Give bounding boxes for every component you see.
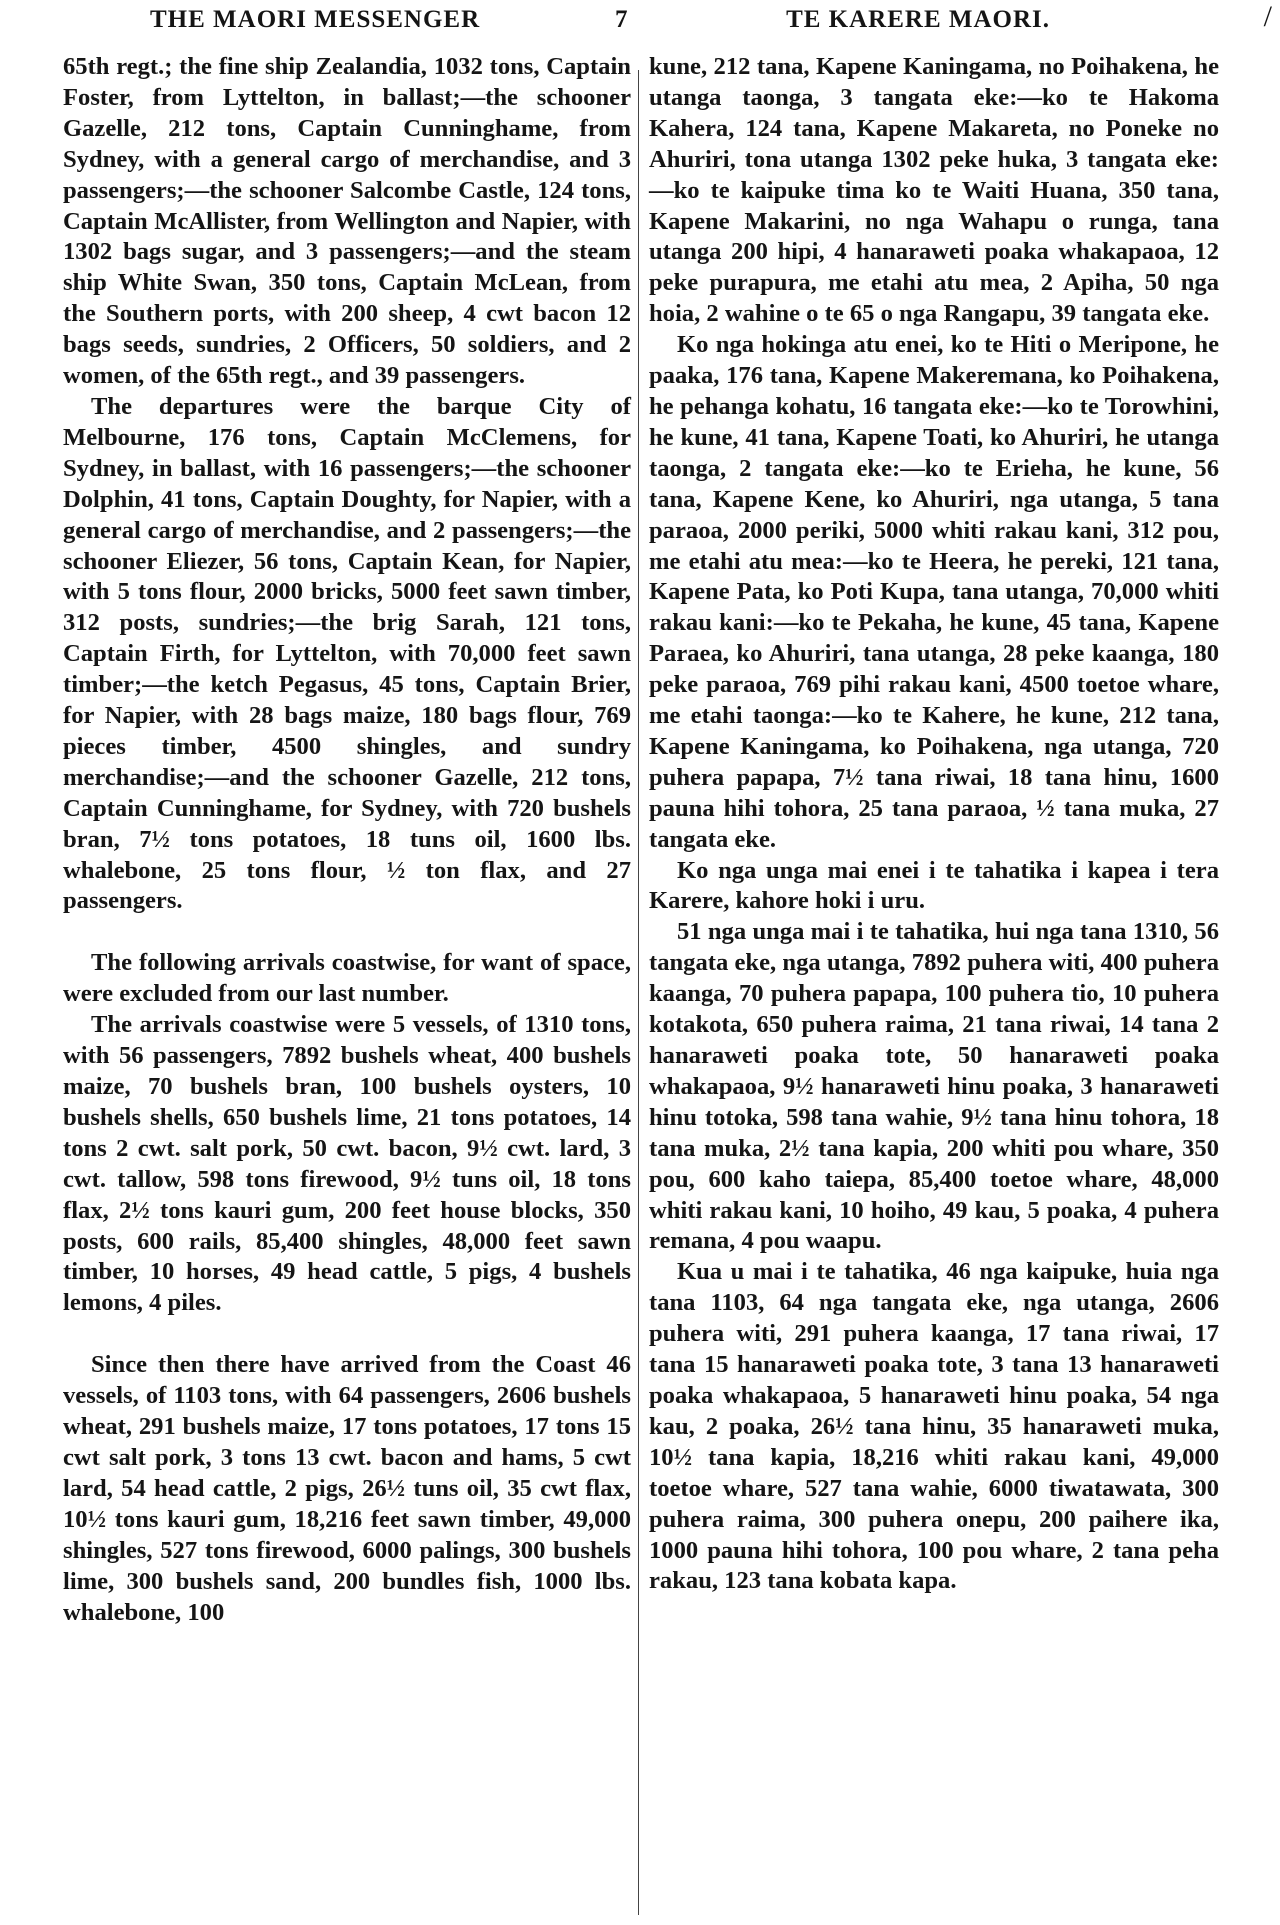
english-paragraph-coastwise-arrivals: The arrivals coastwise were 5 vessels, of 1310 tons, with 56 passengers, 7892 bushels wheat, 400 bushels maize, 70 bushels bran, 100 bushels oysters, 10 bushels shells, 650 bushels lime, 21 tons potatoes, 14 tons 2 cwt. salt pork, 50 cwt. bacon, 9½ cwt. lard, 3 cwt. tallow, 598 tons firewood, 9½ tuns oil, 18 tons flax, 2½ tons kauri gum, 200 feet house blocks, 350 posts, 600 rails, 85,400 shingles, 48,000 feet sawn timber, 10 horses, 49 head cattle, 5 pigs, 4 bushels lemons, 4 piles. [63, 1011, 631, 1317]
maori-column [649, 52, 1219, 1597]
english-column [63, 52, 631, 1628]
english-paragraph-excluded-note: The following arrivals coastwise, for want of space, were excluded from our last number. [63, 949, 631, 1008]
english-paragraph-departures: The departures were the barque City of Melbourne, 176 tons, Captain McClemens, for Sydney, in ballast, with 16 passengers;—the schooner Dolphin, 41 tons, Captain Doughty, for Napier, with a general cargo of merchandise, and 2 passengers;—the schooner Eliezer, 56 tons, Captain Kean, for Napier, with 5 tons flour, 2000 bricks, 5000 feet sawn timber, 312 posts, sundries;—the brig Sarah, 121 tons, Captain Firth, for Lyttelton, with 70,000 feet sawn timber;—the ketch Pegasus, 45 tons, Captain Brier, for Napier, with 28 bags maize, 180 bags flour, 769 pieces timber, 4500 shingles, and sundry merchandise;—and the schooner Gazelle, 212 tons, Captain Cunninghame, for Sydney, with 720 bushels bran, 7½ tons potatoes, 18 tuns oil, 1600 lbs. whalebone, 25 tons flour, ½ ton flax, and 27 passengers. [63, 392, 631, 915]
maori-paragraph-excluded-note: Ko nga unga mai enei i te tahatika i kapea i tera Karere, kahore hoki i uru. [649, 856, 1219, 915]
maori-paragraph-since-arrivals: Kua u mai i te tahatika, 46 nga kaipuke, huia nga tana 1103, 64 nga tangata eke, nga utanga, 2606 puhera witi, 291 puhera kaanga, 17 tana riwai, 17 tana 15 hanaraweti poaka tote, 3 tana 13 hanaraweti poaka whakapaoa, 5 hanaraweti hinu poaka, 54 nga kau, 2 poaka, 26½ tana hinu, 35 hanaraweti muka, 10½ tana kapia, 18,216 whiti rakau kani, 49,000 toetoe whare, 527 tana wahie, 6000 tiwatawata, 300 puhera raima, 300 puhera onepu, 200 paihere ika, 1000 pauna hihi tohora, 100 pou whare, 2 tana peha rakau, 123 tana kobata kapa. [649, 1258, 1219, 1595]
maori-paragraph-arrivals-continued: kune, 212 tana, Kapene Kaningama, no Poihakena, he utanga taonga, 3 tangata eke:—ko te Hakoma Kahera, 124 tana, Kapene Makareta, no Poneke no Ahuriri, tona utanga 1302 peke huka, 3 tangata eke:—ko te kaipuke tima ko te Waiti Huana, 350 tana, Kapene Makarini, no nga Wahapu o runga, tana utanga 200 hipi, 4 hanaraweti poaka whakapaoa, 12 peke purapura, me etahi atu mea, 2 Apiha, 50 nga hoia, 2 wahine o te 65 o nga Rangapu, 39 tangata eke. [649, 53, 1219, 328]
english-paragraph-arrivals-continued: 65th regt.; the fine ship Zealandia, 1032 tons, Captain Foster, from Lyttelton, in ballast;—the schooner Gazelle, 212 tons, Captain Cunninghame, from Sydney, with a general cargo of merchandise, and 3 passengers;—the schooner Salcombe Castle, 124 tons, Captain McAllister, from Wellington and Napier, with 1302 bags sugar, and 3 passengers;—and the steam ship White Swan, 350 tons, Captain McLean, from the Southern ports, with 200 sheep, 4 cwt bacon 12 bags seeds, sundries, 2 Officers, 50 soldiers, and 2 women, of the 65th regt., and 39 passengers. [63, 53, 631, 390]
maori-paragraph-coastwise-arrivals: 51 nga unga mai i te tahatika, hui nga tana 1310, 56 tangata eke, nga utanga, 7892 puhera witi, 400 puhera kaanga, 70 puhera papapa, 100 puhera tio, 10 puhera kotakota, 650 puhera raima, 21 tana riwai, 14 tana 2 hanaraweti poaka tote, 50 hanaraweti poaka whakapaoa, 9½ hanaraweti hinu poaka, 3 hanaraweti hinu totoka, 598 tana wahie, 9½ tana hinu tohora, 18 tana muka, 2½ tana kapia, 200 whiti pou whare, 350 pou, 600 kaho taiepa, 85,400 toetoe whare, 48,000 whiti rakau kani, 10 hoiho, 49 kau, 5 poaka, 4 puhera remana, 4 pou waapu. [649, 918, 1219, 1255]
page-number: 7 [615, 6, 629, 33]
english-paragraph-since-arrivals: Since then there have arrived from the Coast 46 vessels, of 1103 tons, with 64 passengers, 2606 bushels wheat, 291 bushels maize, 17 tons potatoes, 17 tons 15 cwt salt pork, 3 tons 13 cwt. bacon and hams, 5 cwt lard, 54 head cattle, 2 pigs, 26½ tuns oil, 35 cwt flax, 10½ tons kauri gum, 18,216 feet sawn timber, 49,000 shingles, 527 tons firewood, 6000 palings, 300 bushels lime, 300 bushels sand, 200 bundles fish, 1000 lbs. whalebone, 100 [63, 1351, 631, 1626]
header-maori-title: TE KARERE MAORI. [786, 6, 1050, 33]
header-english-title: THE MAORI MESSENGER [150, 6, 481, 33]
maori-paragraph-departures: Ko nga hokinga atu enei, ko te Hiti o Meripone, he paaka, 176 tana, Kapene Makeremana, ko Poihakena, he pehanga kohatu, 16 tangata eke:—ko te Torowhini, he kune, 41 tana, Kapene Toati, ko Ahuriri, he utanga taonga, 2 tangata eke:—ko te Erieha, he kune, 56 tana, Kapene Kene, ko Ahuriri, nga utanga, 5 tana paraoa, 2000 periki, 5000 whiti rakau kani, 312 pou, me etahi atu mea:—ko te Heera, he pereki, 121 tana, Kapene Pata, ko Poti Kupa, tana utanga, 70,000 whiti rakau kani:—ko te Pekaha, he kune, 45 tana, Kapene Paraea, ko Ahuriri, tana utanga, 28 peke kaanga, 180 peke paraoa, 769 pihi rakau kani, 4500 toetoe whare, me etahi taonga:—ko te Kahere, he kune, 212 tana, Kapene Kaningama, ko Poihakena, nga utanga, 720 puhera papapa, 7½ tana riwai, 18 tana hinu, 1600 pauna hihi tohora, 25 tana paraoa, ½ tana muka, 27 tangata eke. [649, 331, 1219, 853]
margin-mark: / [1263, 0, 1272, 33]
column-divider [638, 70, 639, 1915]
page-header [150, 6, 1050, 42]
